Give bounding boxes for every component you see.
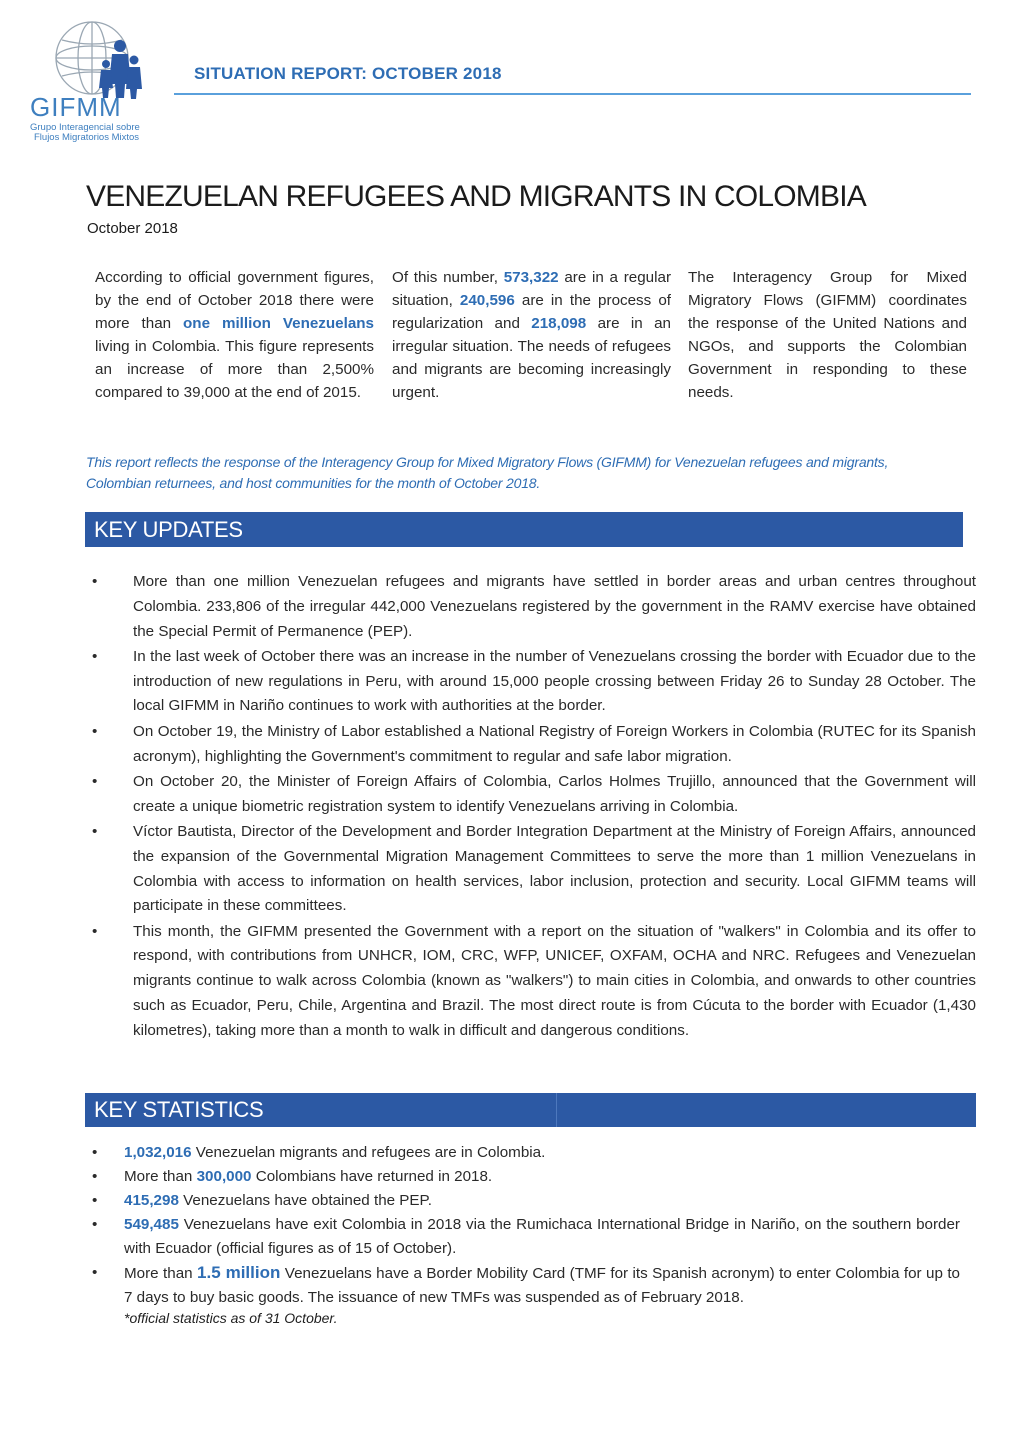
bullet-icon: • (92, 772, 98, 790)
stat-value: 300,000 (196, 1168, 252, 1185)
intro-note: This report reflects the response of the Interagency Group for Mixed Migratory Flows (GIFMM) for Venezuelan refugees and migrants, Colombian returnees, and host communities for the month of October 2018. (86, 454, 889, 491)
stat-text: Venezuelans have exit Colombia in 2018 via the Rumichaca International Bridge in Nariño, on the southern border with Ecuador (official figures as of 15 of October). (124, 1216, 960, 1257)
intro-text: are in the process of regularization and (392, 292, 671, 332)
key-statistics-list (92, 1141, 960, 1310)
list-item-text: On October 19, the Ministry of Labor established a National Registry of Foreign Workers in Colombia (RUTEC for its Spanish acronym), highlighting the Government's commitment to regular and safe labor migration. (133, 722, 976, 765)
bullet-icon: • (92, 1216, 98, 1233)
list-item-text: This month, the GIFMM presented the Government with a report on the situation of "walkers" in Colombia and its offer to respond, with contributions from UNHCR, IOM, CRC, WFP, UNICEF, OXFAM, OCHA and NRC. Refugees and Venezuelan migrants continue to walk across Colombia (known as "walkers") to main cities in Colombia, and onwards to other countries such as Ecuador, Peru, Chile, Argentina and Brazil. The most direct route is from Cúcuta to the border with Ecuador (1,430 kilometres), taking more than a month to walk in difficult and dangerous conditions. (133, 922, 976, 1039)
logo-subtitle-line1: Grupo Interagencial sobre (30, 122, 140, 133)
bullet-icon: • (92, 573, 98, 590)
report-label: SITUATION REPORT: OCTOBER 2018 (194, 64, 502, 83)
stat-value: 1.5 million (197, 1263, 281, 1282)
bullet-icon: • (92, 1168, 98, 1185)
bullet-icon: • (92, 1264, 98, 1281)
intro-text: are in an irregular situation. The needs of refugees and migrants are becoming increasingly urgent. (392, 315, 671, 401)
stat-value: 549,485 (124, 1216, 179, 1233)
section-heading-key-updates: KEY UPDATES (85, 512, 963, 547)
list-item (92, 1141, 960, 1165)
statistics-footnote: *official statistics as of 31 October. (124, 1310, 338, 1326)
stat-text: Venezuelans have a Border Mobility Card (TMF for its Spanish acronym) to enter Colombia for up to 7 days to buy basic goods. The issuance of new TMFs was suspended as of February 2018. (124, 1265, 960, 1306)
list-item (92, 1213, 960, 1261)
list-item (92, 1261, 960, 1310)
bullet-icon: • (92, 822, 98, 840)
heading-divider (556, 1093, 557, 1127)
logo-subtitle-line2: Flujos Migratorios Mixtos (34, 132, 140, 143)
highlight-number: 573,322 (503, 269, 559, 286)
intro-column-1 (95, 266, 374, 404)
list-item-text: On October 20, the Minister of Foreign Affairs of Colombia, Carlos Holmes Trujillo, announced that the Government will create a unique biometric registration system to identify Venezuelans arriving in Colombia. (133, 772, 976, 815)
stat-value: 415,298 (124, 1192, 179, 1209)
section-heading-text: KEY STATISTICS (94, 1097, 264, 1122)
list-item-text: In the last week of October there was an increase in the number of Venezuelans crossing the border with Ecuador due to the introduction of new regulations in Peru, with around 15,000 people crossing between Friday 26 to Sunday 28 October. The local GIFMM in Nariño continues to work with authorities at the border. (133, 647, 976, 715)
highlight-number: 240,596 (459, 292, 515, 309)
list-item (92, 1165, 960, 1189)
page-title: VENEZUELAN REFUGEES AND MIGRANTS IN COLOMBIA (86, 180, 866, 213)
stat-text: Colombians have returned in 2018. (251, 1168, 493, 1185)
page-date: October 2018 (87, 220, 178, 237)
list-item (92, 920, 976, 1044)
list-item (92, 570, 976, 644)
logo-name: GIFMM (30, 92, 122, 122)
intro-column-2 (392, 266, 671, 404)
list-item (92, 770, 976, 820)
list-item-text: Víctor Bautista, Director of the Development and Border Integration Department at the Ministry of Foreign Affairs, announced the expansion of the Governmental Migration Management Committees to serve the more than 1 million Venezuelans in Colombia with access to information on health services, labor inclusion, protection and security. Local GIFMM teams will participate in these committees. (133, 822, 976, 915)
list-item (92, 645, 976, 719)
list-item (92, 720, 976, 770)
intro-text: are in a regular situation, (392, 269, 672, 309)
highlight-number: one million Venezuelans (183, 315, 374, 332)
stat-text: More than (124, 1265, 198, 1282)
bullet-icon: • (92, 1192, 98, 1209)
stat-text: Venezuelan migrants and refugees are in Colombia. (191, 1144, 546, 1161)
bullet-icon: • (92, 722, 98, 740)
header-divider (174, 93, 971, 95)
intro-text: living in Colombia. This figure represents an increase of more than 2,500% compared to 39,000 at the end of 2015. (95, 338, 374, 401)
bullet-icon: • (92, 1144, 98, 1161)
stat-text: Venezuelans have obtained the PEP. (178, 1192, 432, 1209)
list-item-text: More than one million Venezuelan refugees and migrants have settled in border areas and urban centres throughout Colombia. 233,806 of the irregular 442,000 Venezuelans registered by the government in the RAMV exercise have obtained the Special Permit of Permanence (PEP). (133, 573, 976, 640)
intro-column-3: The Interagency Group for Mixed Migratory Flows (GIFMM) coordinates the response of the United Nations and NGOs, and supports the Colombian Government in responding to these needs. (688, 269, 967, 401)
list-item (92, 820, 976, 919)
intro-text: Of this number, (392, 269, 504, 286)
intro-text: According to official government figures, by the end of October 2018 there were more than (95, 269, 374, 332)
bullet-icon: • (92, 647, 98, 665)
section-heading-key-statistics (85, 1093, 976, 1127)
stat-value: 1,032,016 (124, 1144, 192, 1161)
key-updates-list (92, 570, 976, 1044)
highlight-number: 218,098 (531, 315, 587, 332)
stat-text: More than (124, 1168, 197, 1185)
bullet-icon: • (92, 922, 98, 940)
list-item (92, 1189, 960, 1213)
